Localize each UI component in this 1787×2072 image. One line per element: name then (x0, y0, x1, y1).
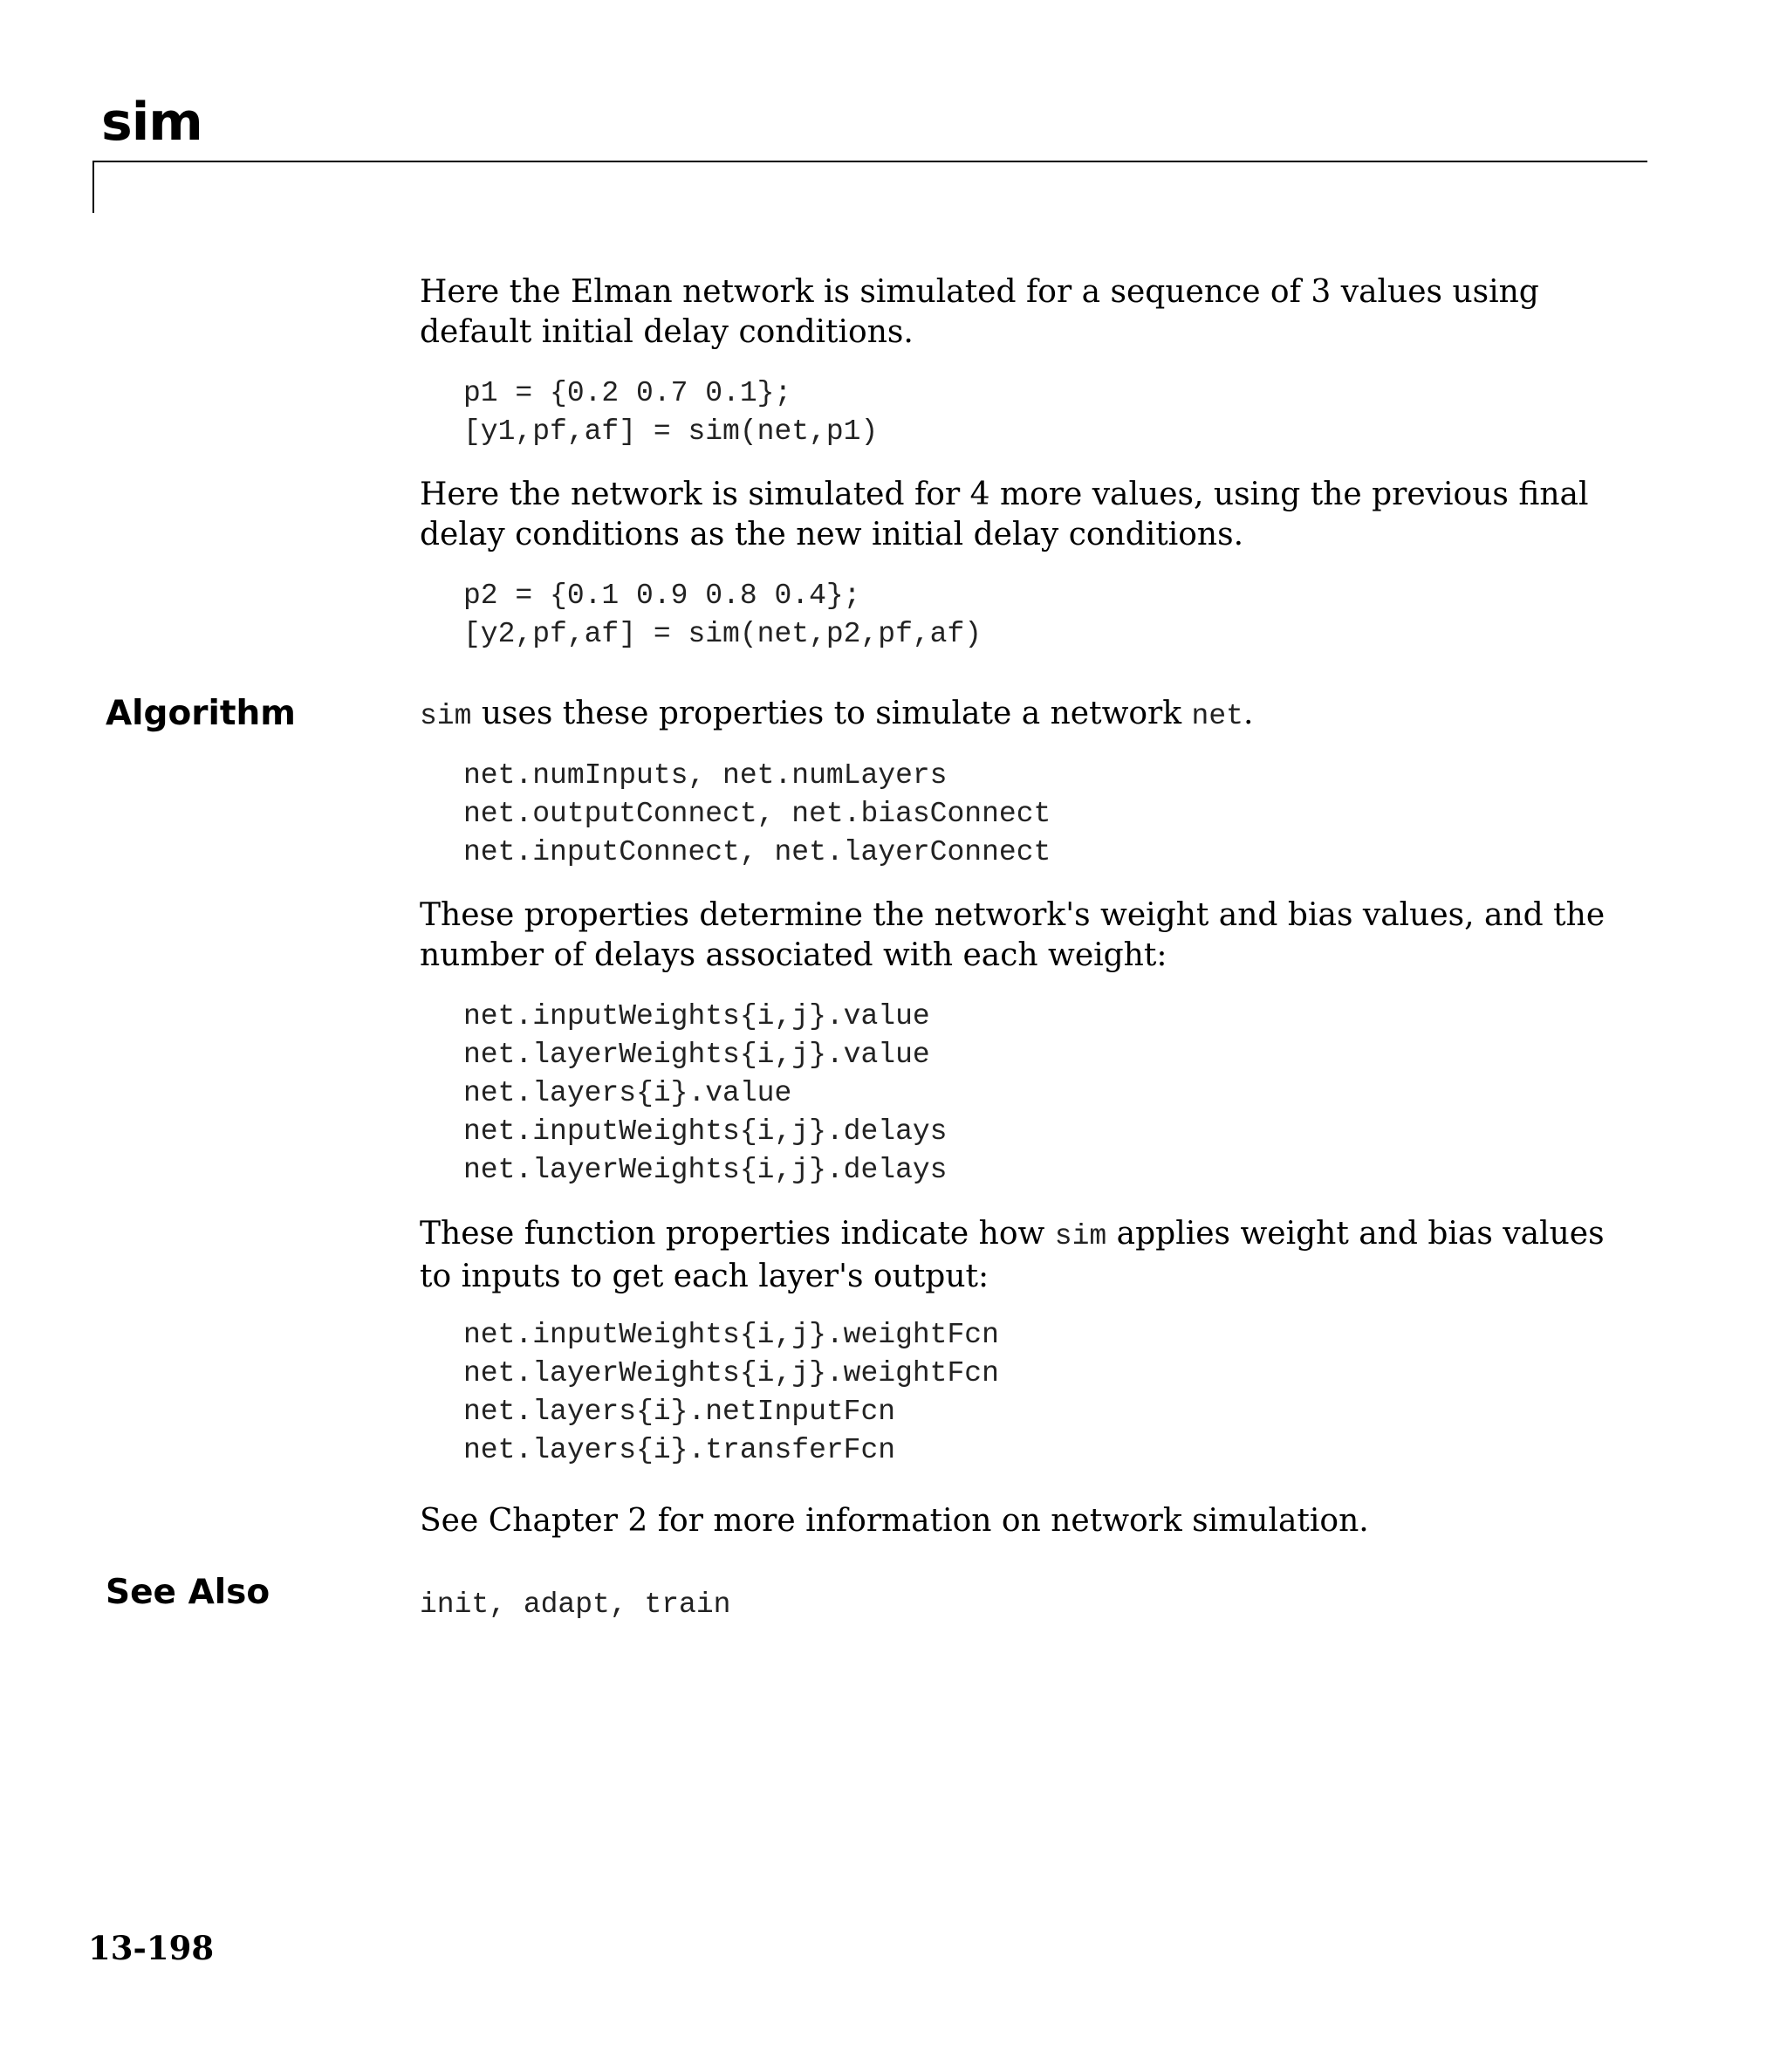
code-line: net.inputWeights{i,j}.weightFcn (463, 1319, 999, 1351)
code-line: net.layers{i}.value (463, 1077, 792, 1109)
code-line: [y1,pf,af] = sim(net,p1) (463, 415, 879, 448)
algorithm-code-block-2 (463, 998, 948, 1190)
algorithm-heading: Algorithm (106, 694, 296, 733)
code-line: p2 = {0.1 0.9 0.8 0.4}; (463, 580, 861, 612)
page-number: 13-198 (88, 1929, 215, 1967)
see-also-heading: See Also (106, 1573, 270, 1612)
code-line: net.layers{i}.transferFcn (463, 1434, 896, 1466)
intro-code-block-2 (463, 577, 982, 654)
inline-code-sim: sim (1054, 1220, 1107, 1252)
inline-code-net: net (1191, 700, 1243, 732)
algorithm-paragraph-4: See Chapter 2 for more information on network simulation. (420, 1503, 1369, 1539)
algorithm-paragraph-1-end: . (1243, 696, 1254, 731)
inline-code-sim: sim (420, 700, 472, 732)
code-line: net.inputWeights{i,j}.delays (463, 1115, 948, 1148)
intro-paragraph-2: Here the network is simulated for 4 more values, using the previous final delay conditions as the new initial delay conditions. (420, 477, 1589, 552)
code-line: net.inputWeights{i,j}.value (463, 1000, 930, 1033)
header-rule (92, 161, 1647, 162)
algorithm-paragraph-3-start: These function properties indicate how (420, 1216, 1055, 1252)
algorithm-paragraph-1-text: uses these properties to simulate a network (471, 696, 1192, 731)
page-title: sim (101, 92, 202, 153)
code-line: net.outputConnect, net.biasConnect (463, 798, 1051, 830)
code-line: net.layers{i}.netInputFcn (463, 1396, 896, 1428)
see-also-links: init, adapt, train (420, 1588, 731, 1621)
code-line: [y2,pf,af] = sim(net,p2,pf,af) (463, 618, 983, 650)
code-line: net.layerWeights{i,j}.weightFcn (463, 1357, 999, 1389)
algorithm-paragraph-1 (420, 694, 1641, 737)
intro-paragraph-1: Here the Elman network is simulated for a sequence of 3 values using default initial delay conditions. (420, 274, 1539, 350)
algorithm-paragraph-2: These properties determine the network's weight and bias values, and the number of delays associated with each weight: (420, 897, 1606, 973)
code-line: net.layerWeights{i,j}.delays (463, 1154, 948, 1186)
algorithm-paragraph-3-end: applies weight and bias values to inputs to get each layer's output: (420, 1216, 1605, 1294)
intro-code-block-1 (463, 374, 878, 451)
code-line: net.layerWeights{i,j}.value (463, 1039, 930, 1071)
algorithm-paragraph-3 (420, 1214, 1641, 1297)
code-line: net.inputConnect, net.layerConnect (463, 836, 1051, 868)
code-line: net.numInputs, net.numLayers (463, 759, 948, 792)
algorithm-code-block-3 (463, 1316, 999, 1470)
algorithm-code-block-1 (463, 757, 1051, 872)
header-corner-rule (92, 161, 94, 213)
code-line: p1 = {0.2 0.7 0.1}; (463, 377, 792, 409)
